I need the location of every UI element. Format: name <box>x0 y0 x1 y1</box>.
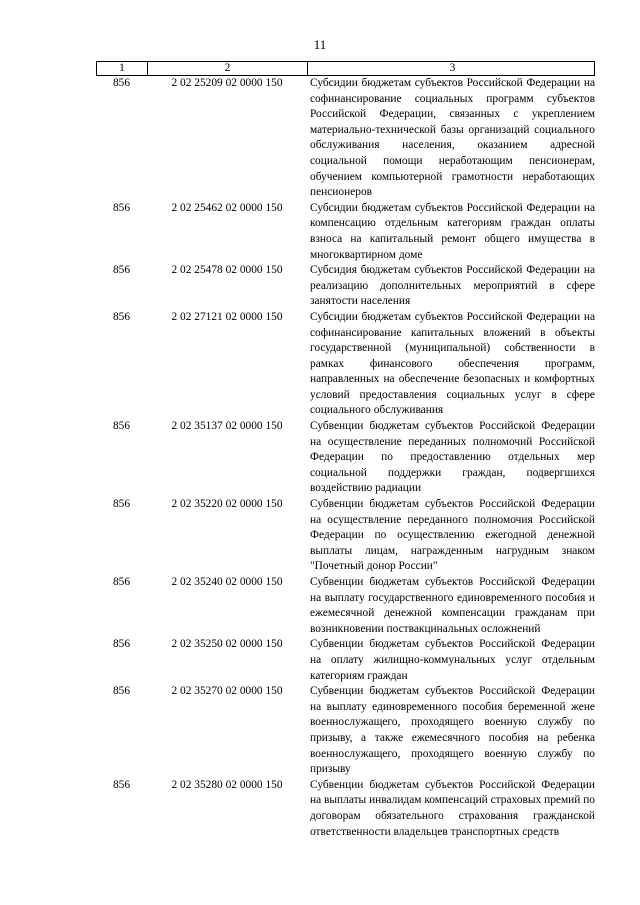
admin-code-cell: 856 <box>112 420 131 433</box>
revenue-code-cell: 2 02 25209 02 0000 150 <box>171 77 283 89</box>
revenue-code-cell: 2 02 35280 02 0000 150 <box>171 778 283 791</box>
revenue-code-cell: 2 02 27121 02 0000 150 <box>171 310 283 323</box>
table-row <box>96 575 595 637</box>
description-cell: Субсидии бюджетам субъектов Российской Федерации на софинансирование социальных программ субъектов Российской Федерации, связанных с укреплением материально-технической базы организаций социального обслуживания населения, оказанием адресной социальной помощи неработающим пенсионерам, обучением компьютерной грамотности неработающих пенсионеров <box>310 77 595 199</box>
revenue-code-cell: 2 02 35250 02 0000 150 <box>171 638 283 651</box>
description-cell: Субсидия бюджетам субъектов Российской Федерации на реализацию дополнительных мероприятий в сфере занятости населения <box>310 264 595 308</box>
revenue-code-cell: 2 02 35240 02 0000 150 <box>171 576 283 588</box>
description-cell: Субвенции бюджетам субъектов Российской Федерации на выплату единовременного пособия беременной жене военнослужащего, проходящего военную службу по призыву, а также ежемесячного пособия на ребенка военнослужащего, проходящего военную службу по призыву <box>310 685 595 776</box>
table-row <box>96 76 595 201</box>
column-header-2: 2 <box>148 62 308 75</box>
description-cell: Субвенции бюджетам субъектов Российской Федерации на выплату государственного единовременного пособия и ежемесячной денежной компенсации гражданам при возникновении поствакцинальных осложнений <box>310 576 595 635</box>
description-cell: Субвенции бюджетам субъектов Российской Федерации на выплаты инвалидам компенсаций страховых премий по договорам обязательного страхования гражданской ответственности владельцев транспортных средств <box>310 778 595 838</box>
table-row <box>96 684 595 778</box>
admin-code-cell: 856 <box>112 77 131 89</box>
revenue-code-cell: 2 02 35270 02 0000 150 <box>171 685 283 698</box>
column-header-3: 3 <box>449 62 456 74</box>
revenue-code-cell: 2 02 25478 02 0000 150 <box>171 264 283 277</box>
table-header-row <box>96 61 595 76</box>
admin-code-cell: 856 <box>112 778 131 791</box>
admin-code-cell: 856 <box>112 498 131 511</box>
description-cell: Субвенции бюджетам субъектов Российской Федерации на осуществление переданных полномочий Российской Федерации по предоставлению отдельных мер социальной поддержки граждан, подвергшихся воздействию радиации <box>310 420 595 495</box>
table-row <box>96 419 595 497</box>
table-row <box>96 497 595 575</box>
description-cell: Субсидии бюджетам субъектов Российской Федерации на компенсацию отдельным категориям граждан оплаты взноса на капитальный ремонт общего имущества в многоквартирном доме <box>310 201 595 261</box>
revenue-code-cell: 2 02 25462 02 0000 150 <box>171 201 283 214</box>
table-row <box>96 201 595 263</box>
budget-classification-table <box>96 61 595 840</box>
table-row <box>96 310 595 419</box>
admin-code-cell: 856 <box>112 638 131 651</box>
admin-code-cell: 856 <box>112 685 131 698</box>
admin-code-cell: 856 <box>112 201 131 214</box>
description-cell: Субвенции бюджетам субъектов Российской Федерации на оплату жилищно-коммунальных услуг отдельным категориям граждан <box>310 638 595 682</box>
column-header-1: 1 <box>97 62 148 75</box>
revenue-code-cell: 2 02 35137 02 0000 150 <box>171 420 283 433</box>
admin-code-cell: 856 <box>112 310 131 323</box>
page-number: 11 <box>313 37 327 52</box>
admin-code-cell: 856 <box>112 264 131 277</box>
description-cell: Субсидии бюджетам субъектов Российской Федерации на софинансирование капитальных вложений в объекты государственной (муниципальной) собственности в рамках финансового обеспечения программ, направленных на обеспечение безопасных и комфортных условий предоставления социальных услуг в сфере социального обслуживания <box>310 310 595 417</box>
table-row <box>96 263 595 310</box>
table-row <box>96 637 595 684</box>
description-cell: Субвенции бюджетам субъектов Российской Федерации на осуществление переданного полномочия Российской Федерации по осуществлению ежегодной денежной выплаты лицам, награжденным нагрудным знаком "Почетный донор России" <box>310 498 595 573</box>
table-row <box>96 778 595 840</box>
revenue-code-cell: 2 02 35220 02 0000 150 <box>171 498 283 511</box>
admin-code-cell: 856 <box>112 576 131 588</box>
